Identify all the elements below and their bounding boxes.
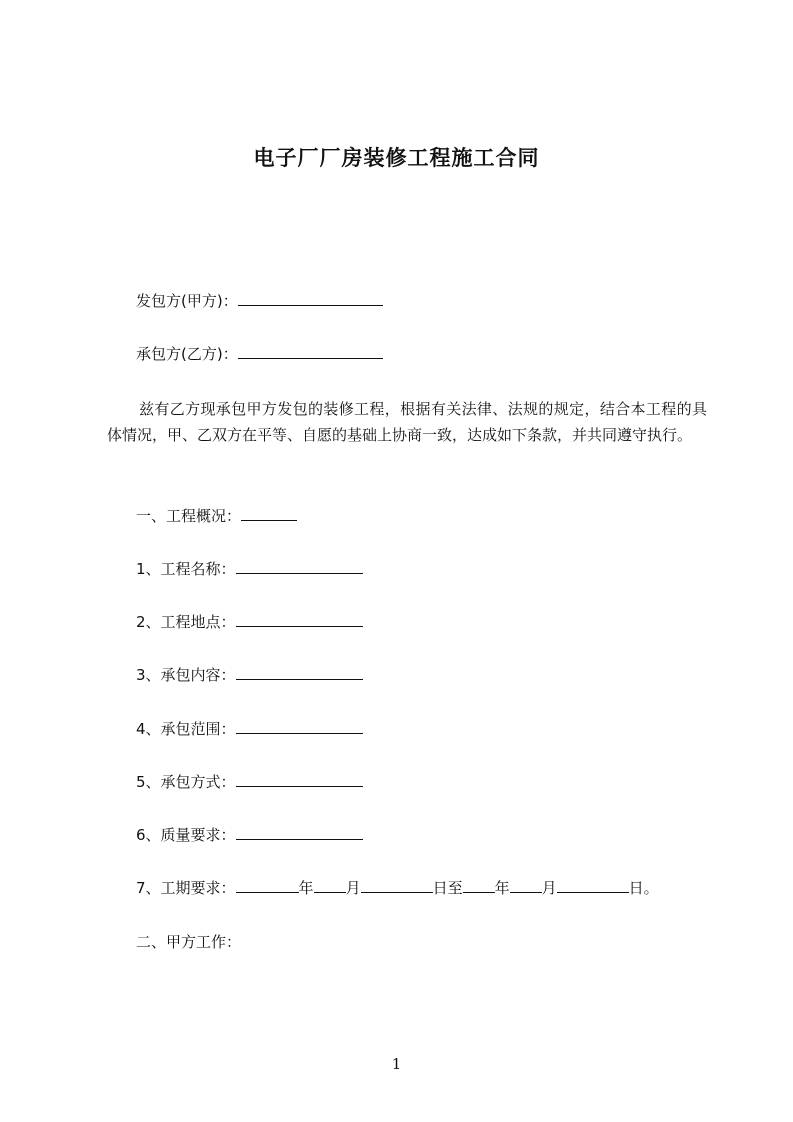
period-line [136,878,659,898]
item-line [136,612,363,632]
party-b-label: 承包方(乙方)： [136,345,238,363]
party-b-blank[interactable] [238,344,383,359]
day-end-text: 日。 [628,879,659,897]
contract-scope-blank[interactable] [236,719,363,734]
period-label: 7、工期要求： [136,879,236,897]
project-location-blank[interactable] [236,612,363,627]
item-label: 6、质量要求： [136,826,236,844]
contract-title: 电子厂厂房装修工程施工合同 [253,146,540,170]
year-text: 年 [494,879,510,897]
item-line [136,825,363,845]
party-a-label: 发包方(甲方)： [136,292,238,310]
start-year-blank[interactable] [236,878,299,893]
item-label: 3、承包内容： [136,666,236,684]
item-label: 5、承包方式： [136,773,236,791]
start-month-blank[interactable] [314,878,346,893]
section1-blank[interactable] [241,506,297,521]
item-line [136,665,363,685]
month-text: 月 [345,879,361,897]
contract-method-blank[interactable] [236,772,363,787]
day-to-text: 日至 [432,879,463,897]
end-day-blank[interactable] [557,878,629,893]
item-label: 4、承包范围： [136,720,236,738]
item-line [136,719,363,739]
intro-paragraph: 兹有乙方现承包甲方发包的装修工程，根据有关法律、法规的规定，结合本工程的具体情况，甲、乙双方在平等、自愿的基础上协商一致，达成如下条款，并共同遵守执行。 [107,400,707,444]
end-month-blank[interactable] [510,878,542,893]
section2-heading: 二、甲方工作： [136,933,242,951]
project-name-blank[interactable] [236,559,363,574]
party-a-blank[interactable] [238,291,383,306]
end-year-blank[interactable] [463,878,495,893]
party-b-line [136,344,383,364]
item-line [136,772,363,792]
party-a-line [136,291,383,311]
item-label: 1、工程名称： [136,560,236,578]
contract-content-blank[interactable] [236,665,363,680]
item-line [136,559,363,579]
section2-heading-line [136,932,241,952]
section1-heading-line [136,506,297,526]
item-label: 2、工程地点： [136,613,236,631]
page-number: 1 [391,1055,402,1073]
section1-heading: 一、工程概况： [136,507,242,525]
year-text: 年 [298,879,314,897]
month-text: 月 [541,879,557,897]
start-day-blank[interactable] [361,878,433,893]
quality-blank[interactable] [236,825,363,840]
